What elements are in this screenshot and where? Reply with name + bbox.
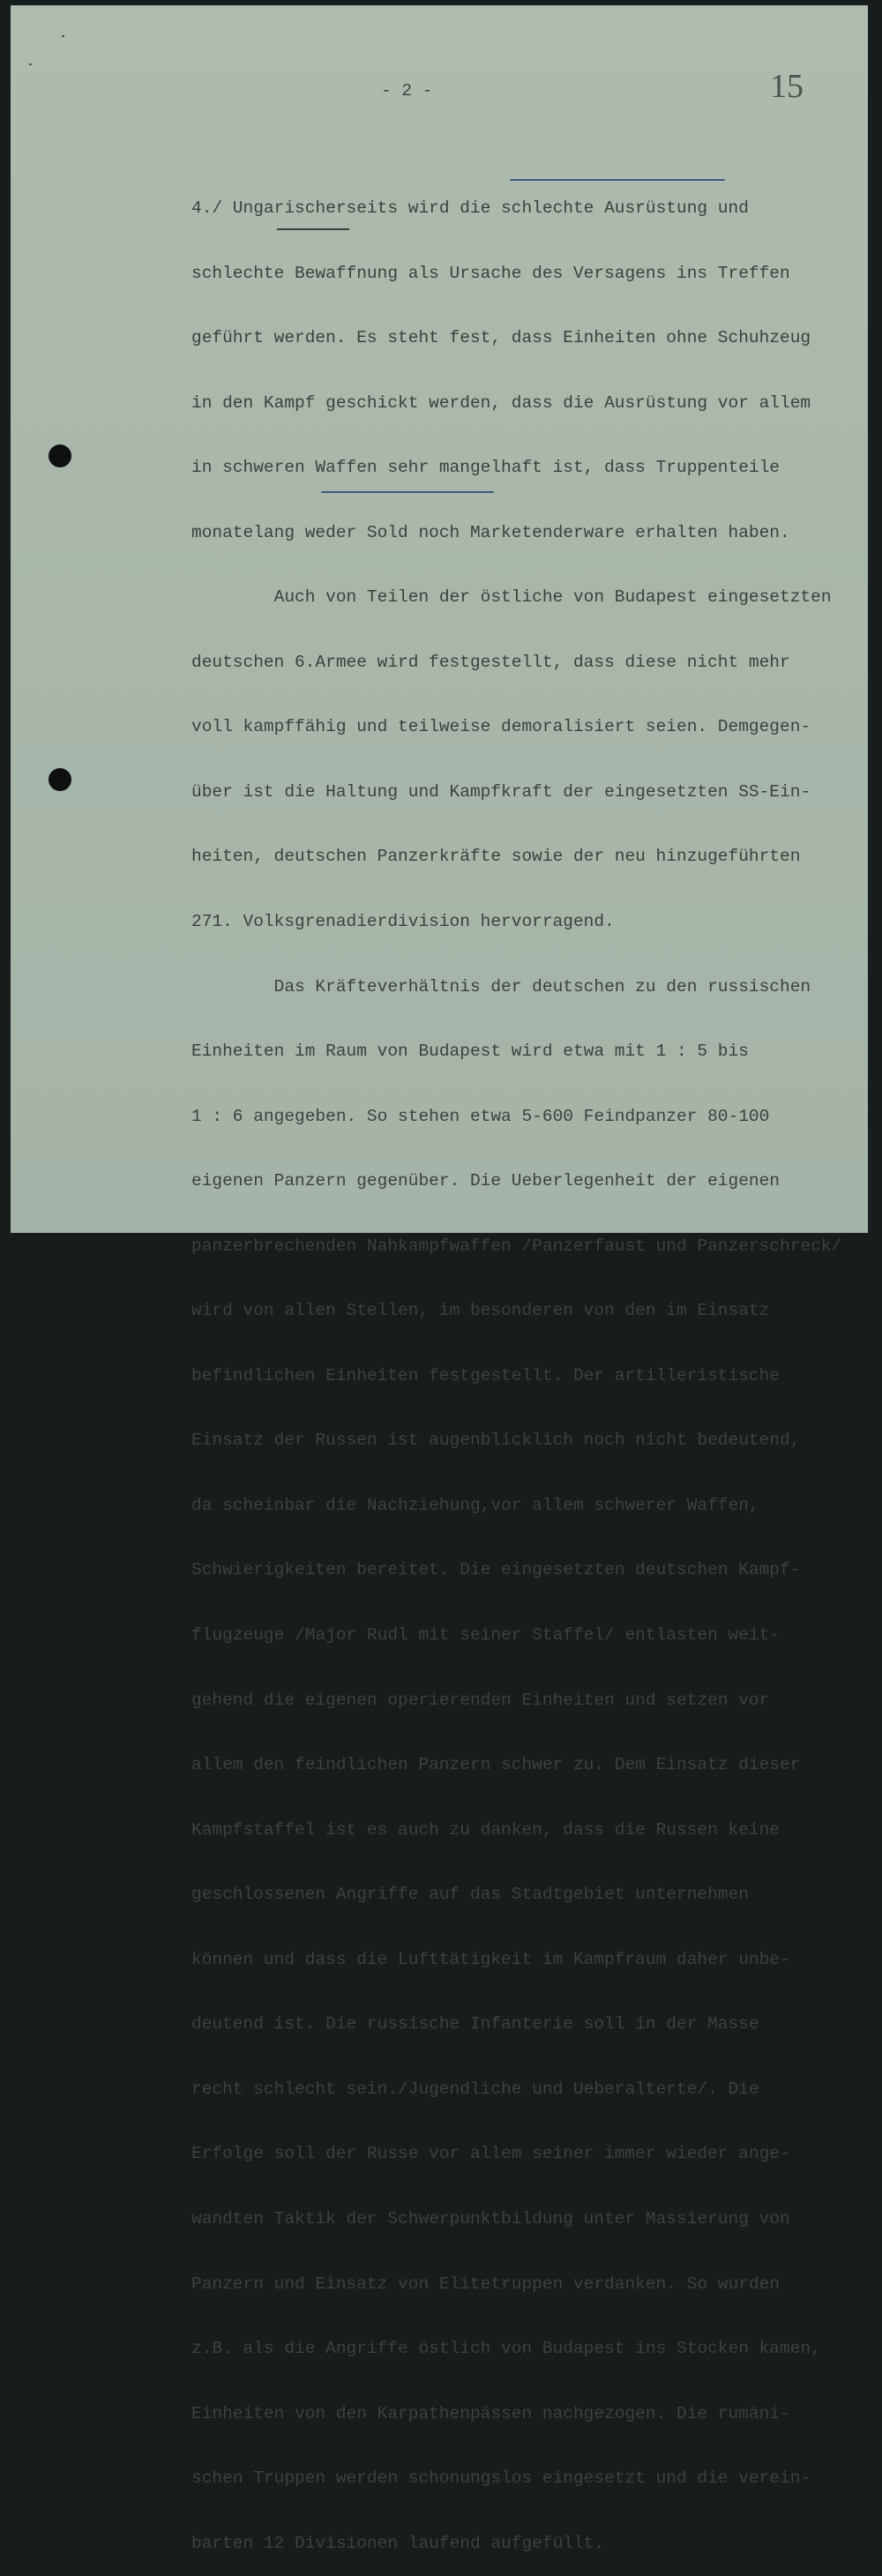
text-line: befindlichen Einheiten festgestellt. Der artilleristische <box>191 1365 781 1385</box>
text-line: Kampfstaffel ist es auch zu danken, dass die Russen keine <box>191 1819 781 1840</box>
text-line: 1 : 6 angegeben. So stehen etwa 5-600 Feindpanzer 80-100 <box>191 1106 770 1126</box>
text-line: 4./ Ungarischerseits wird die schlechte Ausrüstung und <box>191 198 749 218</box>
text-line: geschlossenen Angriffe auf das Stadtgebiet unternehmen <box>191 1885 749 1905</box>
paper-speck <box>29 63 32 65</box>
text-line: voll kampffähig und teilweise demoralisiert seien. Demgegen- <box>191 717 811 737</box>
text-line: in den Kampf geschickt werden, dass die Ausrüstung vor allem <box>191 392 811 413</box>
text-line: Erfolge soll der Russe vor allem seiner immer wieder ange- <box>191 2144 790 2164</box>
text-line: deutschen 6.Armee wird festgestellt, dass diese nicht mehr <box>191 652 790 672</box>
text-line: Das Kräfteverhältnis der deutschen zu den russischen <box>191 976 811 997</box>
text-line: wandten Taktik der Schwerpunktbildung unter Massierung von <box>191 2208 790 2229</box>
text-line: heiten, deutschen Panzerkräfte sowie der neu hinzugeführten <box>191 847 801 867</box>
text-line: recht schlecht sein./Jugendliche und Ueberalterte/. Die <box>191 2079 759 2099</box>
underline-mark <box>321 491 494 493</box>
text-line: panzerbrechenden Nahkampfwaffen /Panzerfaust und Panzerschreck/ <box>191 1236 842 1256</box>
punch-hole-lower <box>49 768 71 791</box>
text-line: monatelang weder Sold noch Marketenderware erhalten haben. <box>191 522 790 542</box>
paper-speck <box>62 35 64 37</box>
body-text <box>191 157 841 2576</box>
text-line: Auch von Teilen der östliche von Budapest eingesetzten <box>191 587 832 608</box>
text-line: deutend ist. Die russische Infanterie soll in der Masse <box>191 2014 759 2035</box>
strikethrough-mark <box>277 228 349 230</box>
text-line: gehend die eigenen operierenden Einheiten und setzen vor <box>191 1690 770 1710</box>
text-line: Einheiten von den Karpathenpässen nachgezogen. Die rumäni- <box>191 2403 790 2423</box>
text-line: Panzern und Einsatz von Elitetruppen verdanken. So wurden <box>191 2274 781 2294</box>
text-line: flugzeuge /Major Rudl mit seiner Staffel/ entlasten weit- <box>191 1625 781 1646</box>
text-line: über ist die Haltung und Kampfkraft der eingesetzten SS-Ein- <box>191 781 811 802</box>
text-line: Einsatz der Russen ist augenblicklich noch nicht bedeutend, <box>191 1430 801 1451</box>
text-line: wird von allen Stellen, im besonderen von den im Einsatz <box>191 1301 770 1321</box>
text-line: barten 12 Divisionen laufend aufgefüllt. <box>191 2533 605 2553</box>
text-line: in schweren Waffen sehr mangelhaft ist, dass Truppenteile <box>191 458 781 478</box>
text-line: schlechte Bewaffnung als Ursache des Versagens ins Treffen <box>191 263 790 283</box>
text-line: Einheiten im Raum von Budapest wird etwa mit 1 : 5 bis <box>191 1042 749 1062</box>
page-number: - 2 - <box>381 81 433 101</box>
punch-hole-upper <box>49 444 71 467</box>
underline-mark <box>510 179 725 181</box>
folio-number: 15 <box>770 68 804 105</box>
text-line: geführt werden. Es steht fest, dass Einheiten ohne Schuhzeug <box>191 328 811 348</box>
text-line: eigenen Panzern gegenüber. Die Ueberlegenheit der eigenen <box>191 1171 781 1191</box>
text-line: allem den feindlichen Panzern schwer zu. Dem Einsatz dieser <box>191 1755 801 1775</box>
text-line: schen Truppen werden schonungslos eingesetzt und die verein- <box>191 2468 811 2489</box>
text-line: 271. Volksgrenadierdivision hervorragend. <box>191 912 615 932</box>
text-line: können und dass die Lufttätigkeit im Kampfraum daher unbe- <box>191 1949 790 1969</box>
text-line: z.B. als die Angriffe östlich von Budapest ins Stocken kamen, <box>191 2339 821 2359</box>
text-line: da scheinbar die Nachziehung,vor allem schwerer Waffen, <box>191 1495 759 1515</box>
text-line: Schwierigkeiten bereitet. Die eingesetzten deutschen Kampf- <box>191 1560 801 1580</box>
